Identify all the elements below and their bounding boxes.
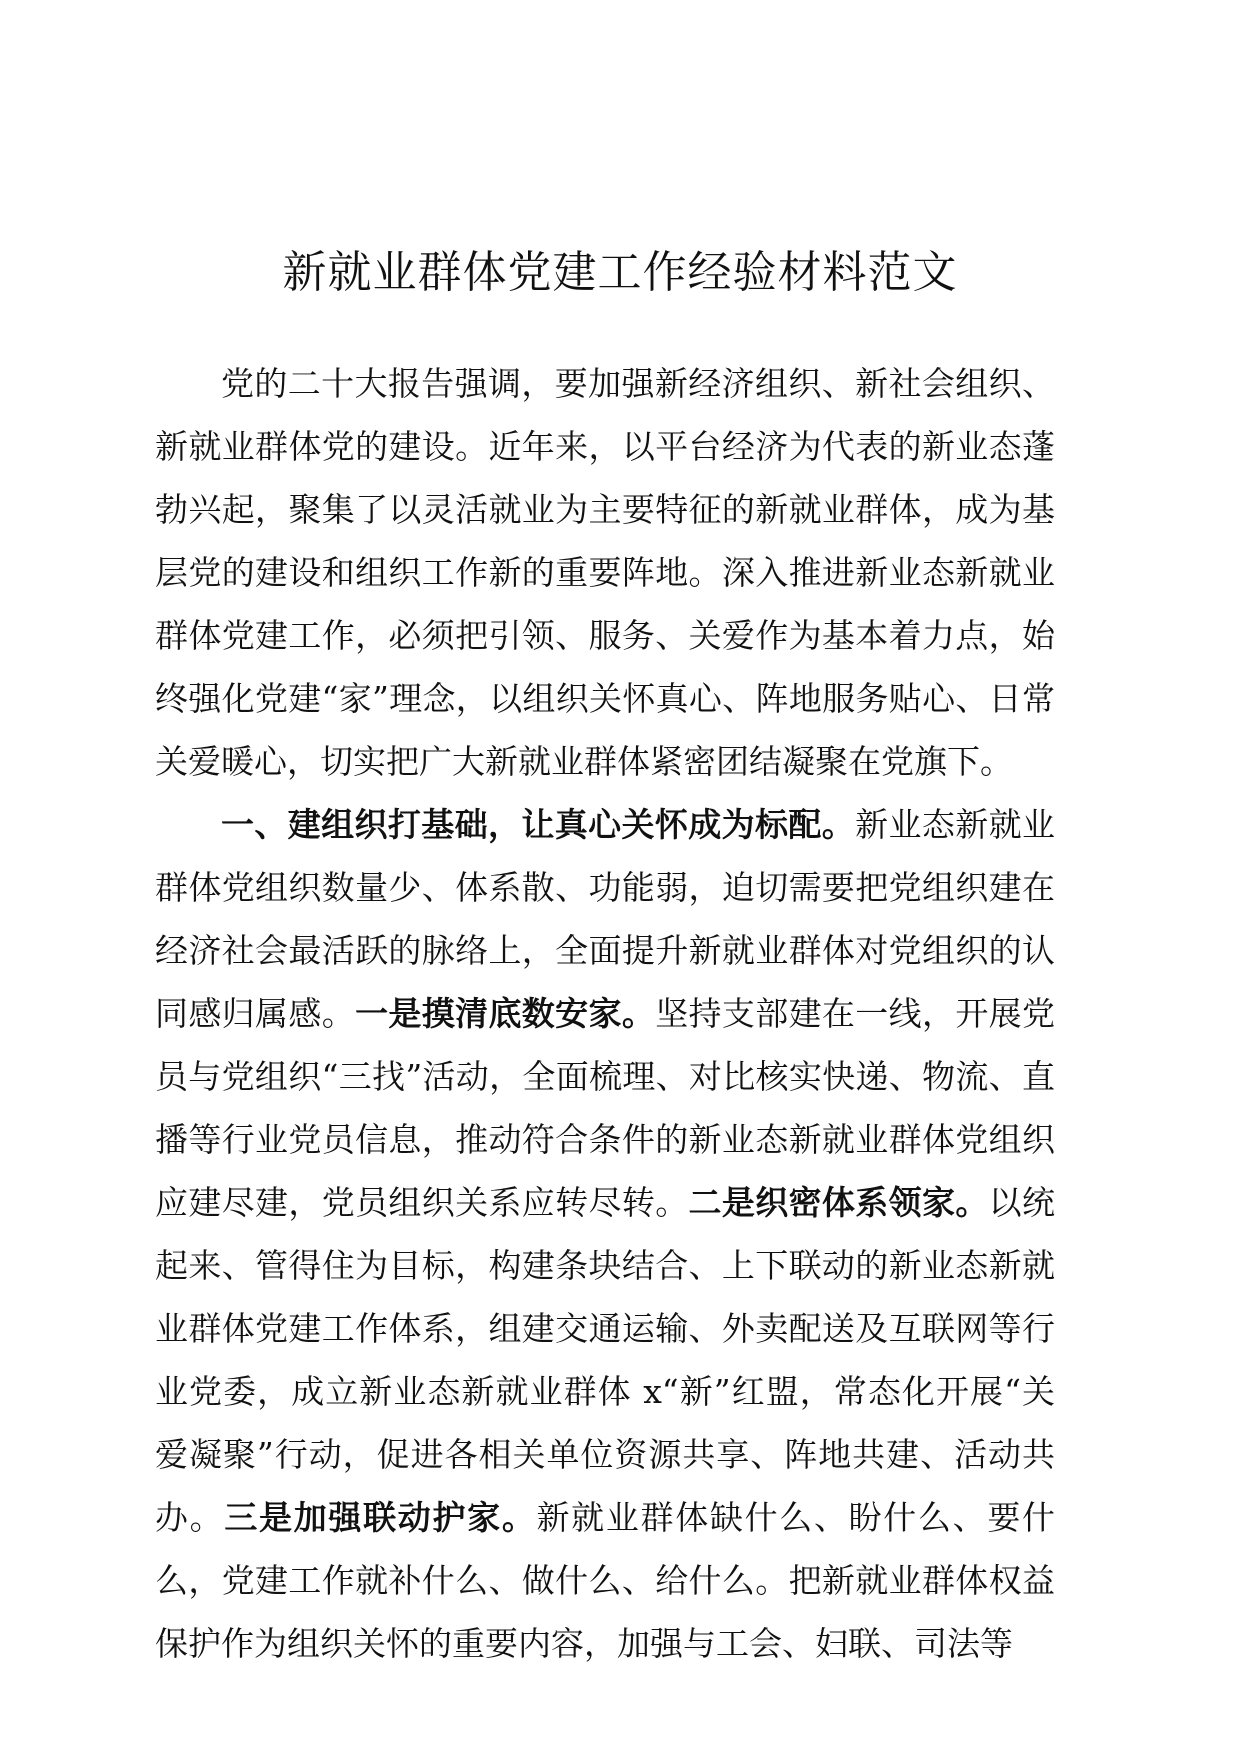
document-body <box>155 352 1055 1675</box>
point-3-heading: 三是加强联动护家。 <box>224 1498 537 1537</box>
point-1-heading: 一是摸清底数安家。 <box>355 994 656 1033</box>
point-2-heading: 二是织密体系领家。 <box>688 1183 989 1222</box>
intro-paragraph: 党的二十大报告强调，要加强新经济组织、新社会组织、新就业群体党的建设。近年来，以平台经济为代表的新业态蓬勃兴起，聚集了以灵活就业为主要特征的新就业群体，成为基层党的建设和组织工作新的重要阵地。深入推进新业态新就业群体党建工作，必须把引领、服务、关爱作为基本着力点，始终强化党建“家”理念，以组织关怀真心、阵地服务贴心、日常关爱暖心，切实把广大新就业群体紧密团结凝聚在党旗下。 <box>155 364 1055 781</box>
section-1-text: 新业态新就业群体党组织数量少、体系散、功能弱，迫切需要把党组织建在经济社会最活跃的脉络上，全面提升新就业群体对党组织的认同感归属感。 <box>155 805 1055 1033</box>
point-1-text: 坚持支部建在一线，开展党员与党组织“三找”活动，全面梳理、对比核实快递、物流、直播等行业党员信息，推动符合条件的新业态新就业群体党组织应建尽建，党员组织关系应转尽转。 <box>155 994 1056 1222</box>
point-3-text: 新就业群体缺什么、盼什么、要什么，党建工作就补什么、做什么、给什么。把新就业群体权益保护作为组织关怀的重要内容，加强与工会、妇联、司法等 <box>155 1498 1056 1663</box>
section-1-paragraph <box>155 793 1055 1675</box>
document-title: 新就业群体党建工作经验材料范文 <box>282 247 958 298</box>
point-2-text: 以统起来、管得住为目标，构建条块结合、上下联动的新业态新就业群体党建工作体系，组建交通运输、外卖配送及互联网等行业党委，成立新业态新就业群体 x“新”红盟，常态化开展“关爱凝聚”行动，促进各相关单位资源共享、阵地共建、活动共办。 <box>155 1183 1056 1537</box>
section-1-heading: 一、建组织打基础，让真心关怀成为标配。 <box>221 805 856 844</box>
